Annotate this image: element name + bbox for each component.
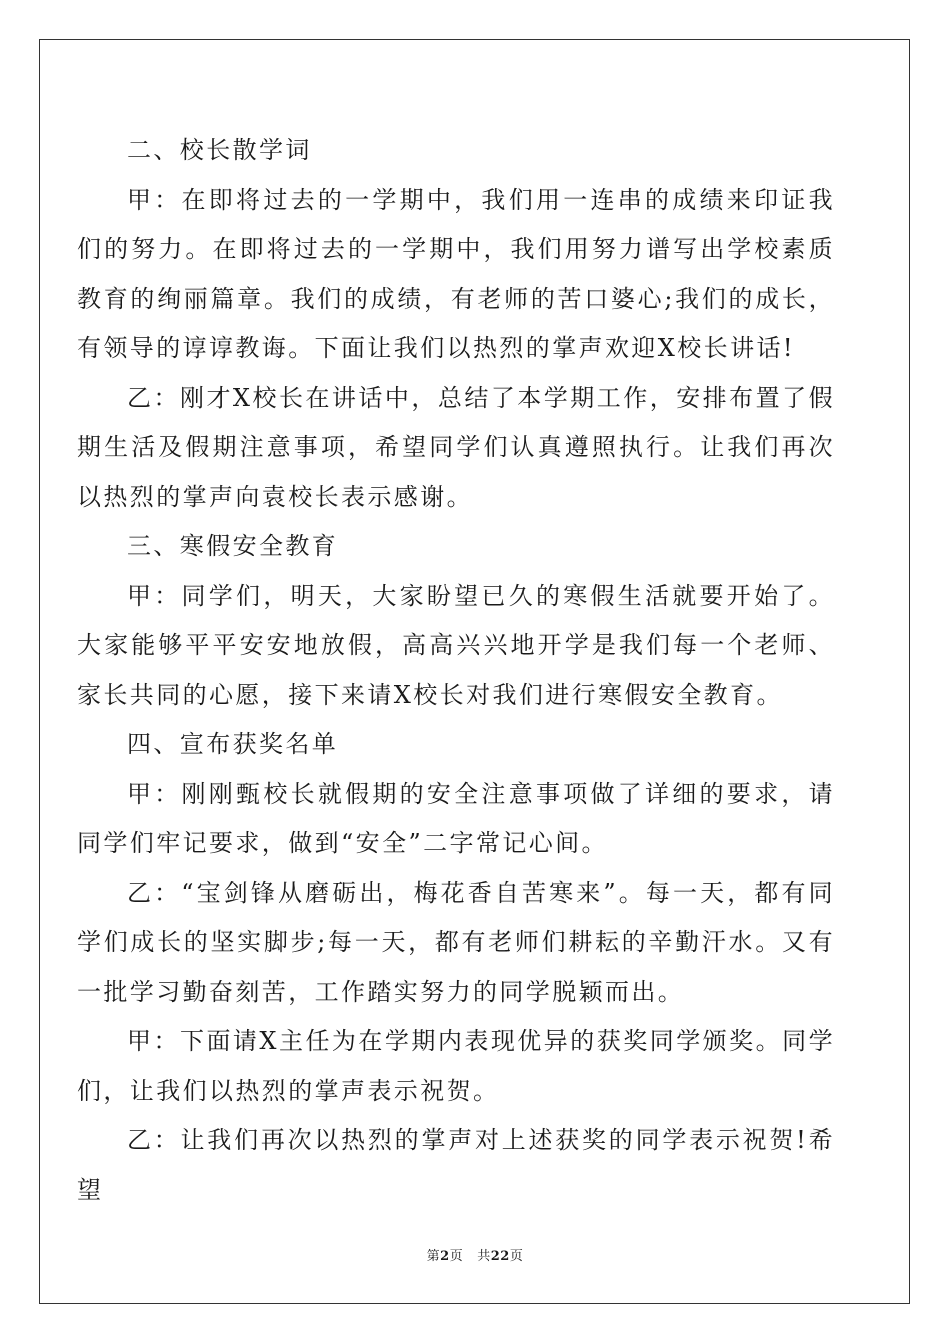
paragraph-jia-remember-safety: 甲：刚刚甄校长就假期的安全注意事项做了详细的要求，请同学们牢记要求，做到“安全”二字常记心间。 [77,779,835,857]
paragraph-jia-award-presentation: 甲：下面请X主任为在学期内表现优异的获奖同学颁奖。同学们，让我们以热烈的掌声表示祝贺。 [77,1027,835,1105]
paragraph-yi-students-excel: 乙：“宝剑锋从磨砺出，梅花香自苦寒来”。每一天，都有同学们成长的坚实脚步;每一天，都有老师们耕耘的辛勤汗水。又有一批学习勤奋刻苦，工作踏实努力的同学脱颖而出。 [77,878,835,1006]
page-prefix: 第 [426,1249,441,1264]
document-body [77,126,835,1215]
section-heading-safety-education: 三、寒假安全教育 [127,532,339,560]
page-footer [0,1245,950,1264]
page-total: 22 [490,1249,510,1264]
total-unit: 页 [509,1249,524,1264]
page-current: 2 [440,1249,450,1264]
paragraph-jia-intro-principal: 甲：在即将过去的一学期中，我们用一连串的成绩来印证我们的努力。在即将过去的一学期中，我们用努力谱写出学校素质教育的绚丽篇章。我们的成绩，有老师的苦口婆心;我们的成长，有领导的谆谆教诲。下面让我们以热烈的掌声欢迎X校长讲话! [77,185,835,362]
paragraph-yi-thanks-principal: 乙：刚才X校长在讲话中，总结了本学期工作，安排布置了假期生活及假期注意事项，希望同学们认真遵照执行。让我们再次以热烈的掌声向袁校长表示感谢。 [77,383,835,511]
section-heading-award-list: 四、宣布获奖名单 [127,730,339,758]
total-prefix: 共 [477,1249,491,1264]
paragraph-jia-safety-intro: 甲：同学们，明天，大家盼望已久的寒假生活就要开始了。大家能够平平安安地放假，高高兴兴地开学是我们每一个老师、家长共同的心愿，接下来请X校长对我们进行寒假安全教育。 [77,581,835,709]
page-unit: 页 [449,1249,464,1264]
paragraph-yi-congratulate: 乙：让我们再次以热烈的掌声对上述获奖的同学表示祝贺!希望 [77,1126,835,1204]
section-heading-principal-speech: 二、校长散学词 [127,136,312,164]
